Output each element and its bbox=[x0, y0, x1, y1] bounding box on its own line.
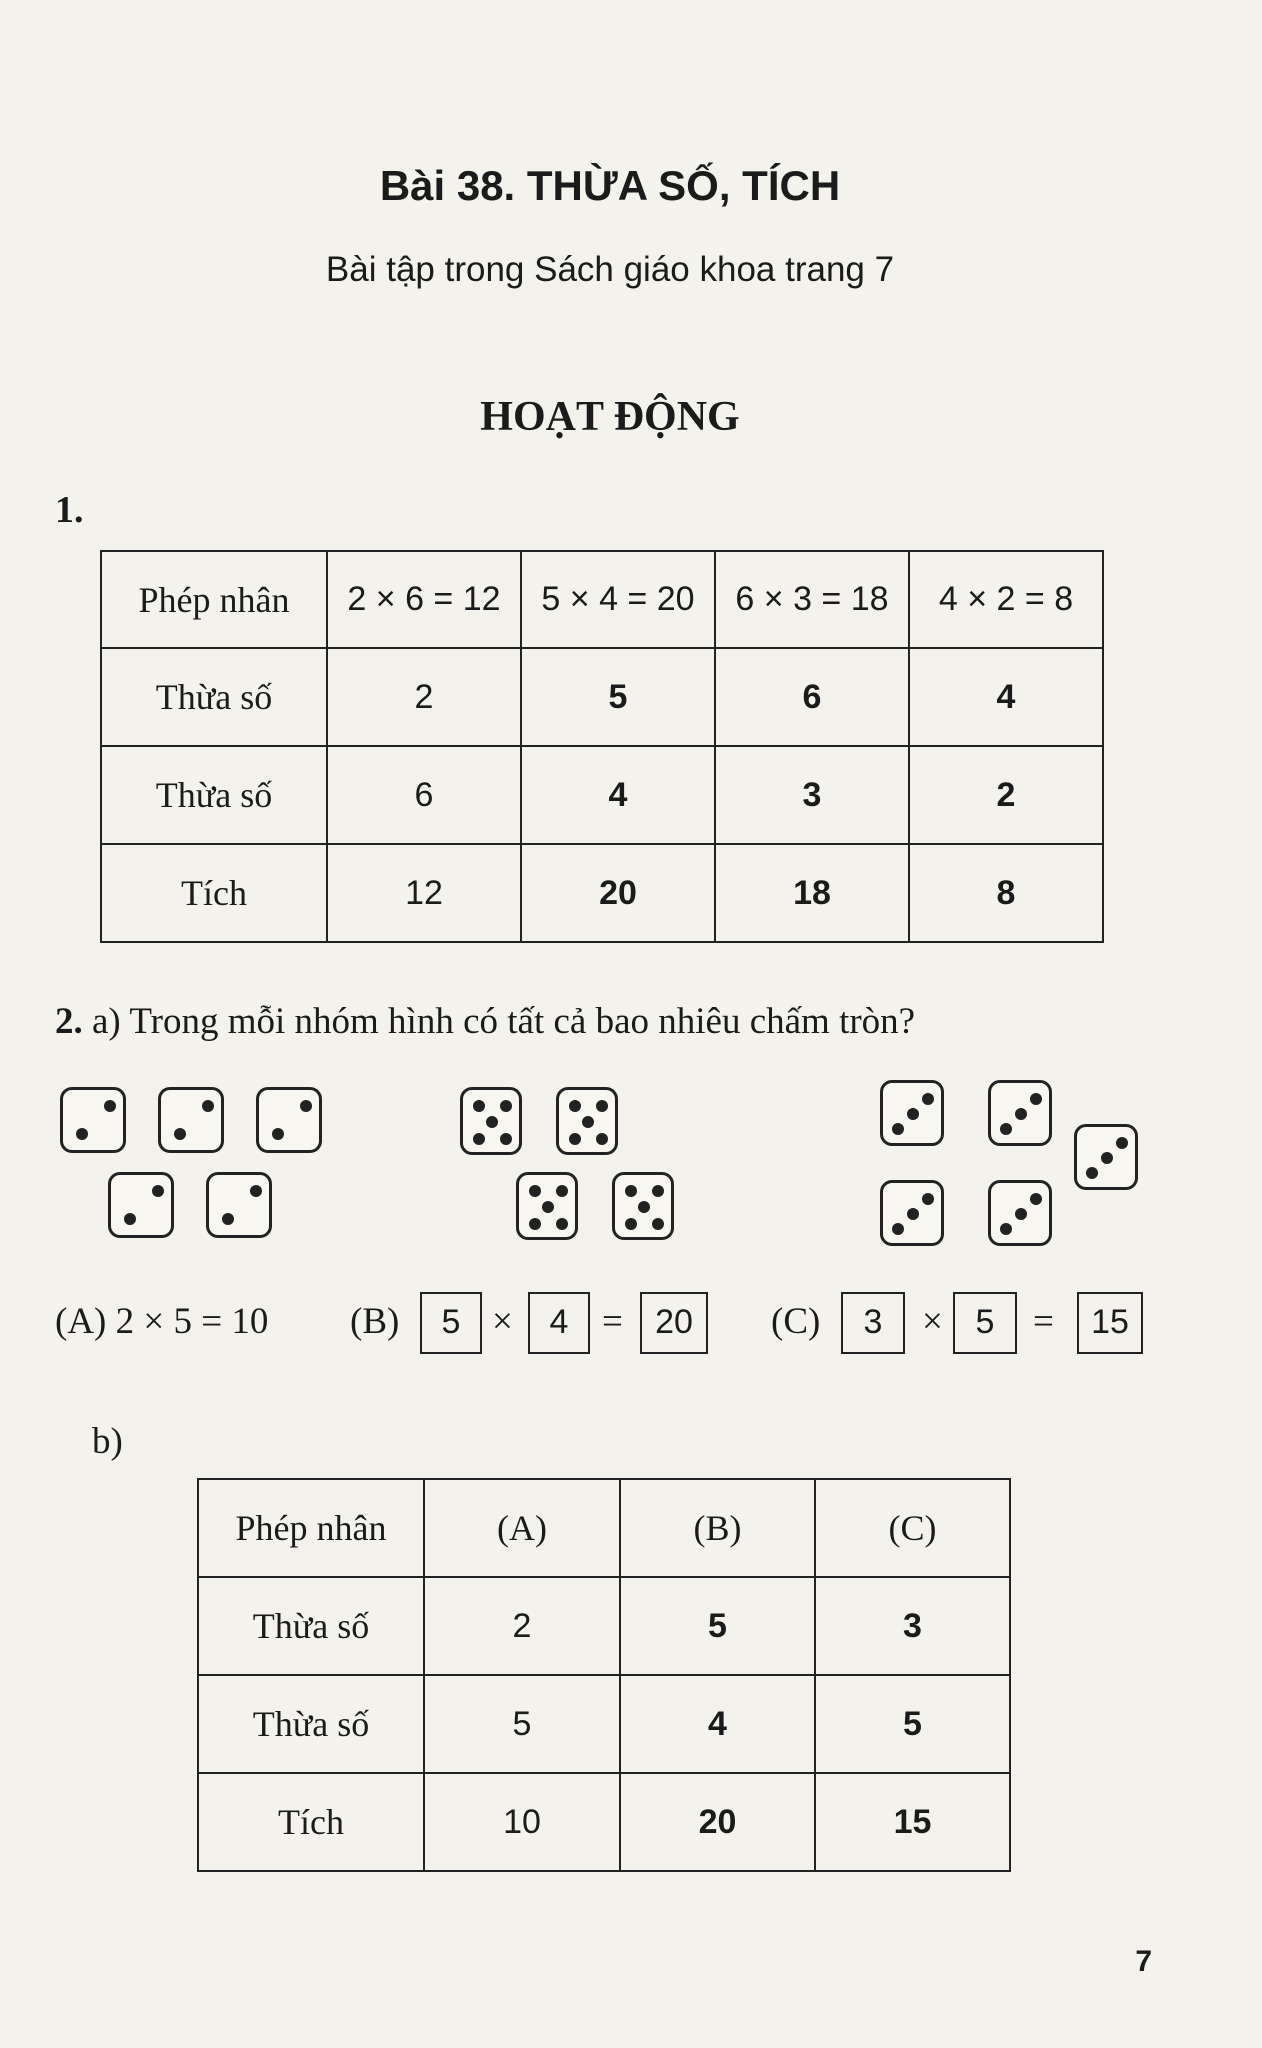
table-row bbox=[198, 1577, 1010, 1675]
table-cell: 3 bbox=[815, 1577, 1010, 1675]
table-row bbox=[198, 1675, 1010, 1773]
answers-2a bbox=[55, 1300, 1175, 1360]
answer-b-factor-1-box: 5 bbox=[420, 1292, 482, 1354]
table-cell: 6 bbox=[327, 746, 521, 844]
answer-b-label: (B) bbox=[350, 1301, 400, 1342]
table-row bbox=[101, 648, 1103, 746]
table-cell: 5 bbox=[815, 1675, 1010, 1773]
table-cell: 8 bbox=[909, 844, 1103, 942]
die-two bbox=[108, 1172, 174, 1238]
table-cell: 2 bbox=[909, 746, 1103, 844]
table-header-cell: 5 × 4 = 20 bbox=[521, 551, 715, 648]
row-label: Thừa số bbox=[198, 1577, 424, 1675]
equals-sign: = bbox=[1033, 1301, 1054, 1342]
table-header-cell: Phép nhân bbox=[101, 551, 327, 648]
die-two bbox=[158, 1087, 224, 1153]
table-row bbox=[101, 746, 1103, 844]
die-five bbox=[612, 1172, 674, 1240]
table-header-cell: Phép nhân bbox=[198, 1479, 424, 1577]
die-five bbox=[556, 1087, 618, 1155]
die-five bbox=[460, 1087, 522, 1155]
die-three bbox=[880, 1080, 944, 1146]
die-three bbox=[988, 1180, 1052, 1246]
table-row bbox=[101, 844, 1103, 942]
page-title: Bài 38. THỪA SỐ, TÍCH bbox=[379, 162, 841, 209]
die-two bbox=[256, 1087, 322, 1153]
table-cell: 12 bbox=[327, 844, 521, 942]
page-number: 7 bbox=[1135, 1945, 1152, 1978]
die-three bbox=[1074, 1124, 1138, 1190]
table-cell: 20 bbox=[521, 844, 715, 942]
answer-c-product-box: 15 bbox=[1077, 1292, 1143, 1354]
part-b-label: b) bbox=[92, 1421, 123, 1462]
row-label: Tích bbox=[101, 844, 327, 942]
row-label: Tích bbox=[198, 1773, 424, 1871]
table-cell: 15 bbox=[815, 1773, 1010, 1871]
question-2a bbox=[55, 1000, 915, 1043]
answer-c-factor-2-box: 5 bbox=[953, 1292, 1017, 1354]
table-cell: 6 bbox=[715, 648, 909, 746]
times-sign: × bbox=[922, 1301, 943, 1342]
question-2-number: 2. bbox=[55, 1001, 83, 1042]
table-cell: 5 bbox=[521, 648, 715, 746]
table-header-cell: (B) bbox=[620, 1479, 815, 1577]
section-heading: HOẠT ĐỘNG bbox=[480, 394, 740, 440]
table-row bbox=[198, 1773, 1010, 1871]
dice-figure bbox=[0, 1070, 1262, 1270]
answer-c-factor-1-box: 3 bbox=[841, 1292, 905, 1354]
answer-b-product-box: 20 bbox=[640, 1292, 708, 1354]
page-subtitle: Bài tập trong Sách giáo khoa trang 7 bbox=[325, 250, 895, 289]
die-two bbox=[60, 1087, 126, 1153]
row-label: Thừa số bbox=[101, 648, 327, 746]
answer-b-factor-2-box: 4 bbox=[528, 1292, 590, 1354]
table-cell: 5 bbox=[424, 1675, 620, 1773]
table-cell: 2 bbox=[327, 648, 521, 746]
answer-c-label: (C) bbox=[771, 1301, 821, 1342]
table-header-cell: 6 × 3 = 18 bbox=[715, 551, 909, 648]
table-cell: 2 bbox=[424, 1577, 620, 1675]
table-cell: 5 bbox=[620, 1577, 815, 1675]
table-header-cell: (C) bbox=[815, 1479, 1010, 1577]
equals-sign: = bbox=[602, 1301, 623, 1342]
table-q2b bbox=[197, 1478, 1011, 1872]
table-cell: 20 bbox=[620, 1773, 815, 1871]
die-three bbox=[880, 1180, 944, 1246]
die-two bbox=[206, 1172, 272, 1238]
row-label: Thừa số bbox=[101, 746, 327, 844]
die-three bbox=[988, 1080, 1052, 1146]
table-cell: 4 bbox=[909, 648, 1103, 746]
times-sign: × bbox=[492, 1301, 513, 1342]
table-header-cell: (A) bbox=[424, 1479, 620, 1577]
answer-a: (A) 2 × 5 = 10 bbox=[55, 1301, 269, 1342]
question-1-number: 1. bbox=[55, 489, 84, 531]
question-2a-text: a) Trong mỗi nhóm hình có tất cả bao nhiêu chấm tròn? bbox=[92, 1001, 916, 1042]
die-five bbox=[516, 1172, 578, 1240]
row-label: Thừa số bbox=[198, 1675, 424, 1773]
table-cell: 4 bbox=[521, 746, 715, 844]
table-cell: 3 bbox=[715, 746, 909, 844]
table-header-cell: 2 × 6 = 12 bbox=[327, 551, 521, 648]
table-header-cell: 4 × 2 = 8 bbox=[909, 551, 1103, 648]
table-cell: 10 bbox=[424, 1773, 620, 1871]
table-cell: 18 bbox=[715, 844, 909, 942]
table-cell: 4 bbox=[620, 1675, 815, 1773]
table-q1 bbox=[100, 550, 1104, 943]
